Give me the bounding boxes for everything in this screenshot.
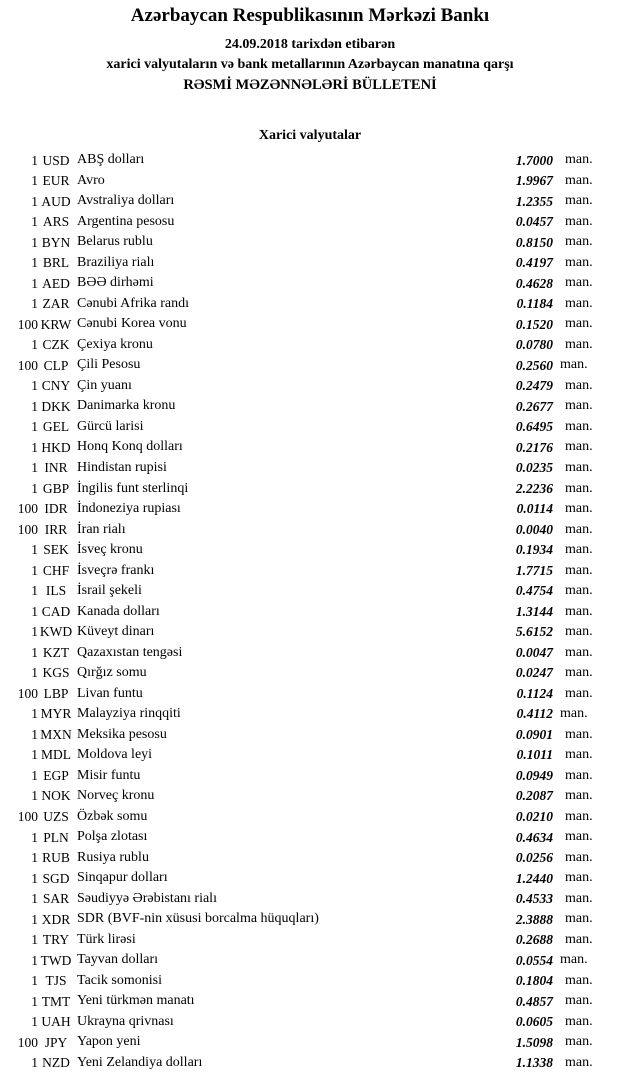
currency-code: AED xyxy=(42,275,70,291)
currency-name: Argentina pesosu xyxy=(77,213,175,229)
rate-quantity: 1 xyxy=(31,398,38,414)
currency-code: BRL xyxy=(42,255,70,271)
currency-name: Özbək somu xyxy=(77,808,148,824)
currency-name: SDR (BVF-nin xüsusi borcalma hüquqları) xyxy=(77,911,319,927)
rate-value: 0.0210 xyxy=(515,809,553,824)
currency-code: LBP xyxy=(43,685,69,701)
rate-quantity: 1 xyxy=(31,870,38,886)
rate-row xyxy=(0,437,620,458)
rate-row xyxy=(0,889,620,910)
rate-row xyxy=(0,1012,620,1033)
bulletin-subtitle: xarici valyutaların və bank metallarının Azərbaycan manatına qarşı xyxy=(106,57,514,72)
currency-name: Gürcü larisi xyxy=(77,418,144,434)
rate-quantity: 100 xyxy=(17,501,38,517)
rate-quantity: 1 xyxy=(31,1014,38,1030)
rate-quantity: 1 xyxy=(31,644,38,660)
rate-value: 0.0040 xyxy=(515,521,553,537)
unit-label: man. xyxy=(565,624,593,640)
rate-quantity: 1 xyxy=(31,706,38,722)
rate-row xyxy=(0,191,620,212)
rate-row xyxy=(0,622,620,643)
rate-value: 0.4628 xyxy=(515,275,553,291)
currency-name: Sinqapur dolları xyxy=(77,870,168,886)
rate-row xyxy=(0,724,620,745)
rate-quantity: 1 xyxy=(31,891,38,907)
unit-label: man. xyxy=(565,685,593,701)
unit-label: man. xyxy=(565,254,593,270)
unit-label: man. xyxy=(560,952,588,968)
currency-name: Danimarka kronu xyxy=(77,398,176,414)
rate-quantity: 1 xyxy=(31,829,38,845)
unit-label: man. xyxy=(565,501,593,517)
rate-row xyxy=(0,950,620,971)
rate-quantity: 1 xyxy=(31,850,38,866)
rate-value: 0.0605 xyxy=(515,1014,553,1030)
currency-name: Səudiyyə Ərəbistanı rialı xyxy=(77,890,217,906)
unit-label: man. xyxy=(565,767,593,783)
currency-name: İndoneziya rupiası xyxy=(77,501,181,517)
rate-row xyxy=(0,704,620,725)
rate-quantity: 1 xyxy=(31,624,38,640)
rate-value: 1.3144 xyxy=(515,603,553,619)
currency-name: Cənubi Afrika randı xyxy=(77,295,189,311)
rate-quantity: 100 xyxy=(17,809,38,824)
currency-code: ARS xyxy=(42,214,70,230)
currency-name: Kanada dolları xyxy=(77,603,160,619)
rate-value: 0.0949 xyxy=(515,767,553,783)
rate-value: 1.2440 xyxy=(515,870,553,886)
rate-value: 0.0554 xyxy=(515,952,553,968)
rate-row xyxy=(0,212,620,233)
rate-quantity: 1 xyxy=(31,419,38,435)
unit-label: man. xyxy=(565,870,593,886)
currency-name: Türk lirəsi xyxy=(77,931,136,947)
unit-label: man. xyxy=(565,911,593,927)
currency-code: DKK xyxy=(41,398,71,414)
unit-label: man. xyxy=(565,1054,593,1070)
rate-value: 0.4634 xyxy=(515,829,553,845)
currency-code: SEK xyxy=(43,542,69,558)
unit-label: man. xyxy=(565,993,593,1009)
currency-code: ZAR xyxy=(42,296,70,312)
currency-name: Qırğız somu xyxy=(77,665,147,681)
rate-value: 1.2355 xyxy=(515,193,553,209)
rates-table xyxy=(0,150,620,1073)
rate-value: 0.2479 xyxy=(515,378,553,394)
currency-name: Yeni Zelandiya dolları xyxy=(77,1054,203,1070)
rate-quantity: 1 xyxy=(31,767,38,783)
currency-name: Norveç kronu xyxy=(77,788,155,804)
currency-name: İsveç kronu xyxy=(77,542,143,558)
rate-row xyxy=(0,991,620,1012)
currency-code: TJS xyxy=(45,973,67,989)
rate-value: 0.2688 xyxy=(515,932,553,948)
unit-label: man. xyxy=(565,931,593,947)
currency-code: KGS xyxy=(42,665,70,681)
rate-quantity: 1 xyxy=(31,378,38,394)
unit-label: man. xyxy=(565,398,593,414)
unit-label: man. xyxy=(565,480,593,496)
currency-code: CNY xyxy=(41,378,71,394)
currency-code: XDR xyxy=(41,911,71,927)
currency-code: EGP xyxy=(43,767,69,783)
rate-value: 0.0047 xyxy=(515,644,553,660)
currency-name: Malayziya rinqqiti xyxy=(77,706,181,722)
rate-quantity: 1 xyxy=(31,1055,38,1071)
rate-row xyxy=(0,765,620,786)
rate-quantity: 1 xyxy=(31,439,38,455)
currency-name: Çili Pesosu xyxy=(77,357,141,373)
rate-row xyxy=(0,499,620,520)
rate-value: 0.4857 xyxy=(515,993,553,1009)
rate-value: 0.4754 xyxy=(515,583,553,599)
currency-name: Küveyt dinarı xyxy=(77,624,155,640)
currency-code: CHF xyxy=(42,562,70,578)
rate-row xyxy=(0,560,620,581)
currency-code: TRY xyxy=(42,932,70,948)
rate-quantity: 1 xyxy=(31,173,38,189)
currency-code: CZK xyxy=(42,337,70,353)
currency-name: Ukrayna qrivnası xyxy=(77,1013,174,1029)
rate-row xyxy=(0,581,620,602)
unit-label: man. xyxy=(565,665,593,681)
rate-value: 0.2176 xyxy=(515,439,553,455)
rate-value: 0.4197 xyxy=(515,255,553,271)
rate-row xyxy=(0,683,620,704)
currency-code: CAD xyxy=(41,603,71,619)
rate-row xyxy=(0,540,620,561)
currency-name: Çexiya kronu xyxy=(77,336,153,352)
unit-label: man. xyxy=(565,275,593,291)
rate-value: 1.7000 xyxy=(515,152,553,168)
unit-label: man. xyxy=(560,706,588,722)
unit-label: man. xyxy=(565,972,593,988)
unit-label: man. xyxy=(565,1013,593,1029)
rate-quantity: 100 xyxy=(17,1034,38,1050)
rate-quantity: 1 xyxy=(31,255,38,271)
unit-label: man. xyxy=(565,193,593,209)
currency-code: ILS xyxy=(45,583,67,599)
currency-name: Cənubi Korea vonu xyxy=(77,316,187,332)
currency-name: Honq Konq dolları xyxy=(77,439,183,455)
rate-row xyxy=(0,971,620,992)
rate-row xyxy=(0,273,620,294)
currency-name: BƏƏ dirhəmi xyxy=(77,275,154,291)
currency-name: Braziliya rialı xyxy=(77,254,155,270)
unit-label: man. xyxy=(565,562,593,578)
currency-code: PLN xyxy=(43,829,69,845)
unit-label: man. xyxy=(565,316,593,332)
rate-row xyxy=(0,1032,620,1053)
rate-quantity: 100 xyxy=(17,685,38,701)
currency-code: EUR xyxy=(42,173,70,189)
currency-name: Belarus rublu xyxy=(77,234,153,250)
rate-row xyxy=(0,355,620,376)
rate-quantity: 1 xyxy=(31,480,38,496)
rate-value: 0.1804 xyxy=(515,973,553,989)
rate-quantity: 1 xyxy=(31,583,38,599)
rate-value: 0.2677 xyxy=(515,398,553,414)
rate-value: 0.6495 xyxy=(515,419,553,435)
currency-name: Rusiya rublu xyxy=(77,849,149,865)
unit-label: man. xyxy=(565,644,593,660)
rate-value: 0.0235 xyxy=(515,460,553,476)
currency-code: RUB xyxy=(42,850,70,866)
unit-label: man. xyxy=(565,747,593,763)
currency-name: İngilis funt sterlinqi xyxy=(77,480,189,496)
rate-row xyxy=(0,376,620,397)
currency-code: TWD xyxy=(40,952,72,968)
unit-label: man. xyxy=(565,890,593,906)
section-title-foreign-currencies: Xarici valyutalar xyxy=(258,128,362,143)
rate-quantity: 1 xyxy=(31,193,38,209)
rate-row xyxy=(0,1053,620,1073)
currency-code: KZT xyxy=(42,644,70,660)
rate-quantity: 1 xyxy=(31,460,38,476)
rate-value: 2.3888 xyxy=(515,911,553,927)
unit-label: man. xyxy=(565,788,593,804)
currency-name: Qazaxıstan tengəsi xyxy=(77,644,183,660)
rate-row xyxy=(0,868,620,889)
bank-name: Azərbaycan Respublikasının Mərkəzi Bankı xyxy=(130,5,490,26)
rate-value: 1.9967 xyxy=(515,173,553,189)
rate-value: 0.0457 xyxy=(515,214,553,230)
unit-label: man. xyxy=(565,377,593,393)
currency-name: Tacik somonisi xyxy=(77,972,162,988)
unit-label: man. xyxy=(565,172,593,188)
rate-value: 0.0256 xyxy=(515,850,553,866)
rate-value: 5.6152 xyxy=(515,624,553,640)
rate-value: 0.1184 xyxy=(516,296,553,312)
currency-code: TMT xyxy=(41,993,71,1009)
rate-quantity: 1 xyxy=(31,952,38,968)
unit-label: man. xyxy=(565,808,593,824)
rate-quantity: 1 xyxy=(31,993,38,1009)
effective-date: 24.09.2018 tarixdən etibarən xyxy=(224,37,396,52)
unit-label: man. xyxy=(565,213,593,229)
rate-quantity: 1 xyxy=(31,665,38,681)
rate-quantity: 1 xyxy=(31,337,38,353)
currency-code: MDL xyxy=(41,747,71,763)
unit-label: man. xyxy=(565,336,593,352)
unit-label: man. xyxy=(565,439,593,455)
rate-quantity: 1 xyxy=(31,234,38,250)
rate-quantity: 1 xyxy=(31,911,38,927)
currency-name: İran rialı xyxy=(77,521,126,537)
rate-row xyxy=(0,519,620,540)
rate-row xyxy=(0,786,620,807)
rate-value: 0.1520 xyxy=(515,316,553,332)
currency-code: NZD xyxy=(42,1055,70,1071)
unit-label: man. xyxy=(565,829,593,845)
rate-quantity: 100 xyxy=(17,521,38,537)
rate-row xyxy=(0,642,620,663)
rate-quantity: 100 xyxy=(17,316,38,332)
currency-name: Livan funtu xyxy=(77,685,143,701)
rate-value: 0.2087 xyxy=(515,788,553,804)
rate-row xyxy=(0,807,620,828)
rate-value: 0.8150 xyxy=(515,234,553,250)
rate-value: 1.7715 xyxy=(515,562,553,578)
currency-name: Meksika pesosu xyxy=(77,726,167,742)
currency-name: Avstraliya dolları xyxy=(77,193,175,209)
currency-name: Misir funtu xyxy=(77,767,141,783)
currency-code: NOK xyxy=(41,788,71,804)
rate-value: 0.1124 xyxy=(516,685,553,701)
rate-row xyxy=(0,294,620,315)
rate-quantity: 1 xyxy=(31,932,38,948)
currency-name: İsrail şekeli xyxy=(77,583,142,599)
rate-quantity: 1 xyxy=(31,562,38,578)
rate-row xyxy=(0,314,620,335)
currency-code: IDR xyxy=(44,501,68,517)
currency-name: Hindistan rupisi xyxy=(77,459,167,475)
unit-label: man. xyxy=(565,521,593,537)
currency-code: IRR xyxy=(44,521,68,537)
currency-code: SAR xyxy=(42,891,70,907)
rate-row xyxy=(0,171,620,192)
unit-label: man. xyxy=(565,418,593,434)
rate-value: 0.4533 xyxy=(515,891,553,907)
unit-label: man. xyxy=(565,726,593,742)
unit-label: man. xyxy=(565,1034,593,1050)
currency-name: Tayvan dolları xyxy=(77,952,159,968)
unit-label: man. xyxy=(560,357,588,373)
currency-code: GBP xyxy=(42,480,70,496)
rate-value: 0.0780 xyxy=(515,337,553,353)
rate-row xyxy=(0,335,620,356)
rate-value: 0.1011 xyxy=(516,747,553,763)
unit-label: man. xyxy=(565,152,593,168)
rate-row xyxy=(0,396,620,417)
rate-value: 0.2560 xyxy=(515,357,553,373)
currency-name: İsveçrə frankı xyxy=(77,562,155,578)
rate-value: 0.1934 xyxy=(515,542,553,558)
rate-quantity: 1 xyxy=(31,973,38,989)
currency-name: Moldova leyi xyxy=(77,747,153,763)
rate-value: 2.2236 xyxy=(515,480,553,496)
currency-code: AUD xyxy=(41,193,71,209)
unit-label: man. xyxy=(565,459,593,475)
rate-row xyxy=(0,601,620,622)
rate-value: 0.0901 xyxy=(515,726,553,742)
unit-label: man. xyxy=(565,234,593,250)
currency-code: HKD xyxy=(41,439,71,455)
rate-quantity: 1 xyxy=(31,603,38,619)
currency-name: Avro xyxy=(77,172,105,188)
currency-code: UZS xyxy=(43,809,69,824)
currency-name: Yeni türkmən manatı xyxy=(77,993,195,1009)
rate-row xyxy=(0,930,620,951)
currency-name: Yapon yeni xyxy=(77,1034,141,1050)
currency-code: CLP xyxy=(43,357,69,373)
rate-row xyxy=(0,417,620,438)
rate-row xyxy=(0,478,620,499)
rate-row xyxy=(0,232,620,253)
rate-row xyxy=(0,909,620,930)
currency-code: USD xyxy=(42,152,70,168)
unit-label: man. xyxy=(565,849,593,865)
rate-value: 0.0247 xyxy=(515,665,553,681)
rate-value: 1.1338 xyxy=(515,1055,553,1071)
rate-row xyxy=(0,745,620,766)
currency-code: KWD xyxy=(39,624,73,640)
rate-quantity: 1 xyxy=(31,275,38,291)
rate-row xyxy=(0,848,620,869)
currency-name: Polşa zlotası xyxy=(77,829,148,845)
currency-code: BYN xyxy=(41,234,71,250)
rate-quantity: 1 xyxy=(31,152,38,168)
rate-row xyxy=(0,827,620,848)
rate-quantity: 100 xyxy=(17,357,38,373)
currency-name: ABŞ dolları xyxy=(77,152,145,168)
currency-code: KRW xyxy=(40,316,72,332)
currency-name: Çin yuanı xyxy=(77,377,132,393)
rate-quantity: 1 xyxy=(31,747,38,763)
currency-code: MXN xyxy=(40,726,72,742)
rate-row xyxy=(0,150,620,171)
rate-quantity: 1 xyxy=(31,542,38,558)
rate-quantity: 1 xyxy=(31,726,38,742)
unit-label: man. xyxy=(565,583,593,599)
currency-code: SGD xyxy=(42,870,70,886)
rate-quantity: 1 xyxy=(31,788,38,804)
rate-row xyxy=(0,663,620,684)
unit-label: man. xyxy=(565,295,593,311)
unit-label: man. xyxy=(565,603,593,619)
rate-value: 0.4112 xyxy=(516,706,553,722)
currency-code: MYR xyxy=(40,706,72,722)
currency-code: GEL xyxy=(42,419,70,435)
currency-code: UAH xyxy=(41,1014,71,1030)
rate-row xyxy=(0,458,620,479)
bulletin-title: RƏSMİ MƏZƏNNƏLƏRİ BÜLLETENİ xyxy=(183,77,437,93)
rate-value: 1.5098 xyxy=(515,1034,553,1050)
rate-quantity: 1 xyxy=(31,214,38,230)
rate-row xyxy=(0,253,620,274)
rate-quantity: 1 xyxy=(31,296,38,312)
currency-code: JPY xyxy=(44,1034,68,1050)
unit-label: man. xyxy=(565,542,593,558)
currency-code: INR xyxy=(44,460,68,476)
rate-value: 0.0114 xyxy=(516,501,553,517)
